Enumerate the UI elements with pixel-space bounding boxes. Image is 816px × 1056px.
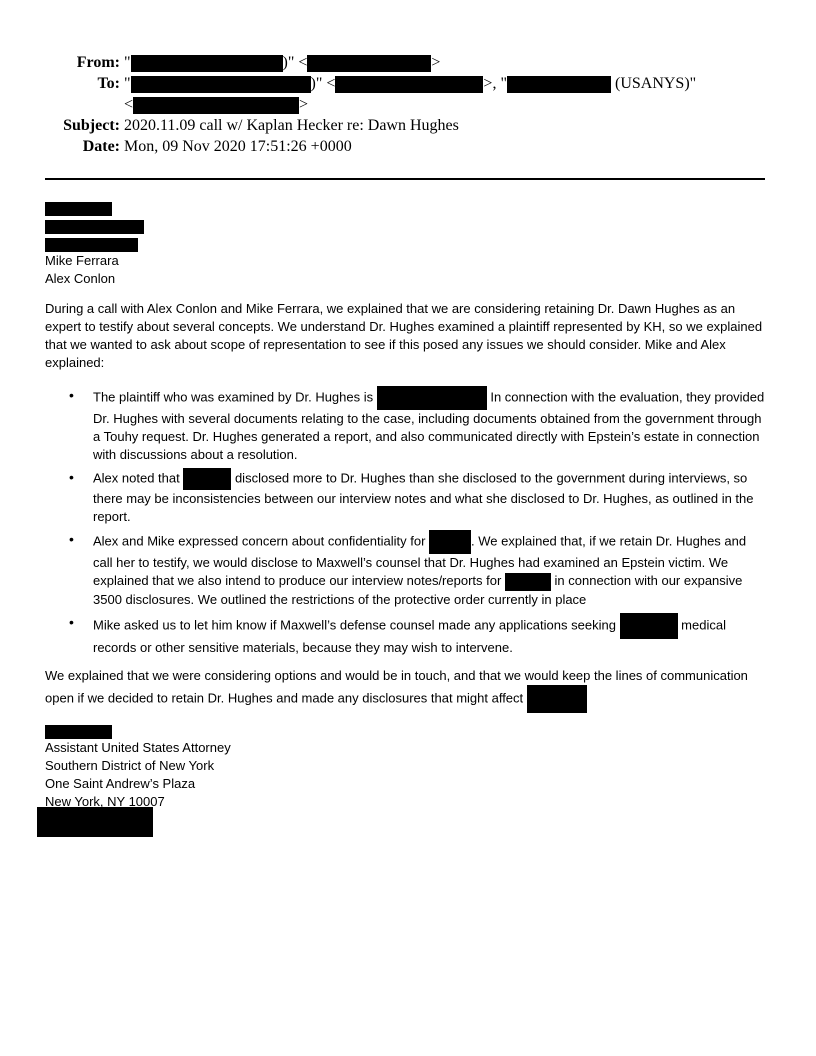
from-bracket-close: > (431, 54, 441, 71)
redaction-box (133, 97, 299, 114)
email-header (40, 52, 780, 157)
redaction-box (505, 573, 551, 591)
redaction-box (131, 55, 283, 72)
redaction-box (335, 76, 483, 93)
list-item (93, 468, 765, 526)
date-row (40, 136, 780, 157)
signature-address-line2: New York, NY 10007 (45, 793, 165, 809)
header-divider (45, 178, 765, 180)
closing-paragraph (45, 667, 765, 713)
redaction-box (620, 613, 678, 639)
redaction-box (507, 76, 611, 93)
subject-row (40, 115, 780, 136)
bullet-text: Alex noted that (93, 470, 184, 486)
from-label: From: (76, 54, 120, 71)
redaction-box (45, 202, 112, 216)
closing-text: We explained that we were considering options and would be in touch, and that we would keep the lines of communication open if we decided to retain Dr. Hughes and made any disclosures that might affect (45, 667, 748, 705)
to-label: To: (97, 75, 120, 92)
redaction-box (37, 807, 153, 837)
list-item (93, 386, 765, 464)
from-value (124, 52, 440, 73)
attendee-name: Mike Ferrara (45, 253, 119, 268)
attendee-name: Alex Conlon (45, 271, 116, 286)
to-separator-2: >, " (483, 75, 507, 92)
from-separator: )" < (282, 54, 308, 71)
bullet-text: . We explained that, if we retain Dr. Hughes and call her to testify, we would disclose to Maxwell’s counsel that Dr. Hughes had examined an Epstein victim. We explained that we also intend to produce our interview notes/reports for (93, 533, 747, 588)
attendee-list (45, 202, 765, 288)
redaction-box (183, 468, 231, 490)
subject-label: Subject: (63, 117, 120, 134)
bullet-text: medical records or other sensitive materials, because they may wish to intervene. (93, 617, 726, 655)
redaction-box (377, 386, 487, 410)
to-row (40, 73, 780, 94)
redaction-box (307, 55, 431, 72)
to-value (124, 73, 696, 94)
bullet-text: in connection with our expansive 3500 disclosures. We outlined the restrictions of the protective order currently in place (93, 573, 743, 607)
to-org: (USANYS)" (610, 75, 697, 92)
to-separator: )" < (310, 75, 336, 92)
redaction-box (429, 530, 471, 554)
date-value: Mon, 09 Nov 2020 17:51:26 +0000 (124, 138, 352, 155)
signature-address-line1: One Saint Andrew’s Plaza (45, 775, 196, 791)
intro-paragraph: During a call with Alex Conlon and Mike Ferrara, we explained that we are considering retaining Dr. Dawn Hughes as an expert to testify about several concepts. We understand Dr. Hughes examined a plaintiff represented by KH, so we explained that we wanted to ask about scope of representation to see if this posed any issues we should consider. Mike and Alex explained: (45, 301, 763, 370)
bullet-text: Mike asked us to let him know if Maxwell’s defense counsel made any applications seeking (93, 617, 620, 632)
bullet-text: In connection with the evaluation, they provided Dr. Hughes with several documents relating to the case, including documents obtained from the government through a Touhy request. Dr. Hughes generated a report, and also communicated directly with Epstein’s estate in connection with discussions about a resolution. (93, 389, 765, 462)
bullet-text: Alex and Mike expressed concern about confidentiality for (93, 533, 430, 549)
bullet-text: The plaintiff who was examined by Dr. Hughes is (93, 389, 377, 405)
to-quote-open: " (124, 75, 131, 92)
list-item (93, 613, 765, 657)
from-quote-open: " (124, 54, 131, 71)
to-bracket-close: > (299, 96, 309, 113)
signature-office: Southern District of New York (45, 757, 215, 773)
bullet-list (45, 386, 765, 657)
list-item (93, 530, 765, 609)
redaction-box (527, 685, 587, 713)
to-row-continued (40, 94, 780, 115)
date-label: Date: (82, 138, 120, 155)
redaction-box (45, 220, 144, 234)
email-body (45, 200, 765, 837)
to-bracket-open: < (124, 96, 134, 113)
redaction-box (45, 238, 138, 252)
signature-title: Assistant United States Attorney (45, 739, 231, 755)
redaction-box (131, 76, 311, 93)
signature-block (45, 725, 765, 837)
subject-value: 2020.11.09 call w/ Kaplan Hecker re: Dawn Hughes (124, 117, 459, 134)
bullet-text: disclosed more to Dr. Hughes than she disclosed to the government during interviews, so there may be inconsistencies between our interview notes and what she disclosed to Dr. Hughes, as outlined in the report. (93, 470, 754, 524)
from-row (40, 52, 780, 73)
redaction-box (45, 725, 112, 739)
to-value-line2 (124, 94, 308, 115)
